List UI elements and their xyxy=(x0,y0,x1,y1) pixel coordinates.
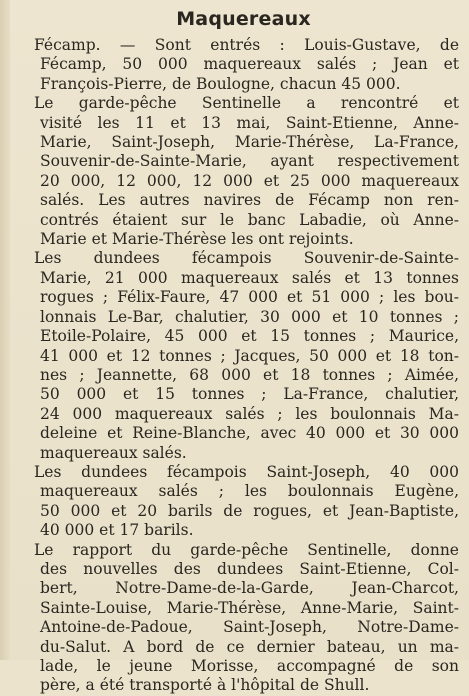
text-line: Marie et Marie-Thérèse les ont rejoints. xyxy=(40,230,354,249)
paper-edge xyxy=(0,0,10,660)
text-line: François-Pierre, de Boulogne, chacun 45 000. xyxy=(40,74,401,93)
text-line: 50 000 et 15 tonnes ; La-France, chalutier, xyxy=(40,385,459,404)
text-line: nes ; Jeannette, 68 000 et 18 tonnes ; Aimée, xyxy=(40,365,459,384)
paragraph-dundees-catches xyxy=(28,249,459,462)
text-line: Les dundees fécampois Saint-Joseph, 40 000 xyxy=(34,462,459,481)
text-line: lonnais Le-Bar, chalutier, 30 000 et 10 tonnes ; xyxy=(40,307,459,326)
text-line: Le rapport du garde-pêche Sentinelle, donne xyxy=(34,540,459,559)
text-line: maquereaux salés. xyxy=(40,443,187,462)
paragraph-sentinelle-visit xyxy=(28,94,459,249)
text-line: salés. Les autres navires de Fécamp non ren- xyxy=(40,191,459,210)
paragraph-sentinelle-report xyxy=(28,541,459,696)
text-line: Fécamp. — Sont entrés : Louis-Gustave, de xyxy=(34,36,459,54)
text-line: 50 000 et 20 barils de rogues, et Jean-Baptiste, xyxy=(40,501,459,520)
text-line: contrés étaient sur le banc Labadie, où Anne- xyxy=(40,210,459,229)
text-line: visité les 11 et 13 mai, Saint-Etienne, Anne- xyxy=(40,113,459,132)
text-line: Antoine-de-Padoue, Saint-Joseph, Notre-Dame- xyxy=(40,618,459,637)
text-line: Etoile-Polaire, 45 000 et 15 tonnes ; Maurice, xyxy=(40,327,459,346)
text-line: Marie, Saint-Joseph, Marie-Thérèse, La-France, xyxy=(40,133,459,152)
article-title: Maquereaux xyxy=(176,8,311,30)
text-line: des nouvelles des dundees Saint-Etienne, Col- xyxy=(40,559,459,578)
text-line: lade, le jeune Morisse, accompagné de son xyxy=(40,657,459,675)
text-line: 24 000 maquereaux salés ; les boulonnais Ma- xyxy=(40,404,459,423)
text-line: père, a été transporté à l'hôpital de Shull. xyxy=(40,676,370,695)
text-line: 40 000 et 17 barils. xyxy=(40,521,194,540)
paragraph-fecamp-arrivals xyxy=(28,36,459,94)
text-line: Sainte-Louise, Marie-Thérèse, Anne-Marie, Saint- xyxy=(40,598,459,617)
text-line: 41 000 et 12 tonnes ; Jacques, 50 000 et 18 ton- xyxy=(40,346,459,365)
text-line: du-Salut. A bord de ce dernier bateau, un ma- xyxy=(40,637,459,656)
text-line: Marie, 21 000 maquereaux salés et 13 tonnes xyxy=(40,268,459,287)
text-line: Fécamp, 50 000 maquereaux salés ; Jean et xyxy=(40,55,459,74)
text-line: rogues ; Félix-Faure, 47 000 et 51 000 ; les bou- xyxy=(40,288,459,307)
paragraph-saint-joseph xyxy=(28,463,459,541)
text-line: Les dundees fécampois Souvenir-de-Sainte- xyxy=(34,249,459,268)
text-line: maquereaux salés ; les boulonnais Eugène, xyxy=(40,482,459,501)
text-line: Le garde-pêche Sentinelle a rencontré et xyxy=(34,94,459,113)
text-line: Souvenir-de-Sainte-Marie, ayant respectivement xyxy=(40,152,459,171)
text-line: bert, Notre-Dame-de-la-Garde, Jean-Charcot, xyxy=(40,579,459,598)
text-line: deleine et Reine-Blanche, avec 40 000 et 30 000 xyxy=(40,424,459,443)
text-line: 20 000, 12 000, 12 000 et 25 000 maquereaux xyxy=(40,171,459,190)
